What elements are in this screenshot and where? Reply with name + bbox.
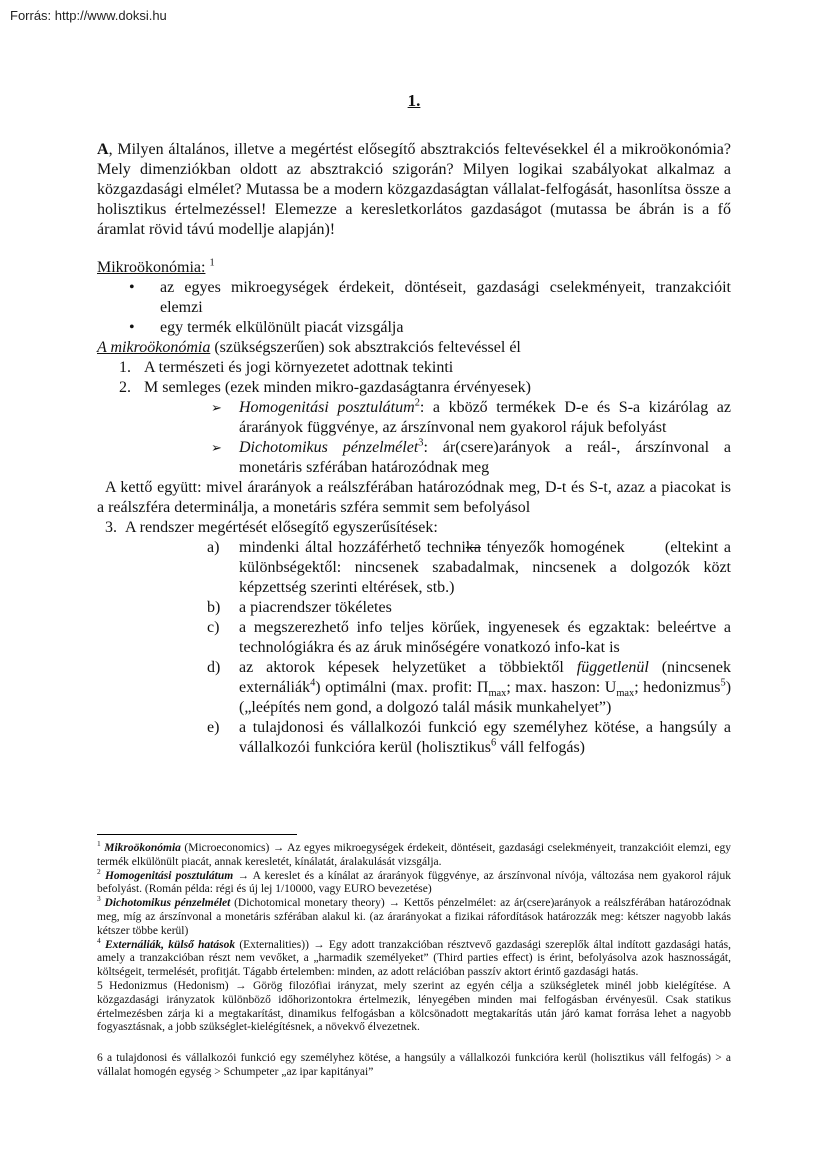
arrow-bullet-icon: ➢ <box>211 440 222 455</box>
bullet-text: egy termék elkülönült piacát vizsgálja <box>160 319 404 336</box>
abstraction-line: A mikroökonómia (szükségszerűen) sok absztrakciós feltevéssel él <box>97 339 521 356</box>
letter-marker: b) <box>207 599 221 616</box>
simplification-text: az aktorok képesek helyzetüket a többiektől függetlenül (nincsenek externáliák$^4$) optimálni (max. profit: $\Pi_{max}$; max. haszon: $U_{max}$; hedonizmus$^5$) („leépítés nem gond, a dolgozó talál másik munkahelyet”) <box>239 659 732 716</box>
number-marker: 1. <box>119 359 131 376</box>
question-paragraph: A, Milyen általános, illetve a megértést elősegítő absztrakciós feltevésekkel él a mikroökonómia? Mely dimenziókban oldott az absztrakció szigorán? Milyen logikai szabályokat alkalmaz a közgazdasági elmélet? Mutassa be a modern közgazdaságtan vállalat-felfogását, hasonlítsa össze a holisztikus értelmezéssel! Elemezze a keresletkorlátos gazdaságot (mutassa be ábrán is a fő áramlat rövid távú modellje alapján)! <box>97 141 731 238</box>
postulate-text: Homogenitási posztulátum$^2$: a kböző termékek D-e és S-a kizárólag az árarányok függvénye, az árszínvonal nem gyakorol rájuk befolyást <box>239 397 731 436</box>
letter-marker: d) <box>207 659 221 676</box>
numbered-text: A természeti és jogi környezetet adottnak tekinti <box>144 359 454 376</box>
footnote-1: $^1$ Mikroökonómia (Microeconomics) → Az egyes mikroegységek érdekeit, döntéseit, gazdasági cselekményeit, tranzakcióit elemzi, egy termék elkülönült piacát, annak keresletét, kínálatát, áralakulását vizsgálja. <box>97 839 731 868</box>
simplification-text: a piacrendszer tökéletes <box>239 599 392 616</box>
numbered-item-3 <box>97 518 731 538</box>
simplification-item-a <box>97 538 731 598</box>
letter-marker: e) <box>207 719 220 736</box>
number-marker: 3. <box>105 519 117 536</box>
bullet-marker: • <box>129 319 135 336</box>
bullet-text: az egyes mikroegységek érdekeit, döntéseit, gazdasági cselekményeit, tranzakcióit elemzi <box>160 279 731 316</box>
page-title: 1. <box>407 91 421 110</box>
footnotes-section <box>97 834 731 1080</box>
together-paragraph: A kettő együtt: mivel árarányok a reálszférában határozódnak meg, D-t és S-t, azaz a piacokat is a reálszféra determinálja, a monetáris szféra semmit sem befolyásol <box>97 479 731 516</box>
arrow-bullet-icon: ➢ <box>211 400 222 415</box>
letter-marker: c) <box>207 619 220 636</box>
bullet-marker: • <box>129 279 135 296</box>
bullet-item <box>97 278 731 318</box>
numbered-item-2 <box>97 378 731 398</box>
footnote-6: 6 a tulajdonosi és vállalkozói funkció egy személyhez kötése, a hangsúly a vállalkozói funkcióra kerül (holisztikus váll felfogás) > a vállalat homogén egység > Schumpeter „az ipar kapitányai” <box>97 1052 731 1078</box>
simplification-text: mindenki által hozzáférhető technika tényezők homogének (eltekint a különbségektől: nincsenek szabadalmak, nincsenek a dolgozók közt képzettség szerinti eltérések, stb.) <box>239 539 732 596</box>
simplification-text: a megszerezhető info teljes körűek, ingyenesek és egzaktak: beleértve a technológiákra és az áruk minőségére vonatkozó info-kat is <box>239 619 731 656</box>
numbered-text: A rendszer megértését elősegítő egyszerűsítések: <box>125 519 438 536</box>
simplification-item-b <box>97 598 731 618</box>
postulate-item-homogeneity <box>97 398 731 438</box>
simplification-item-e <box>97 718 731 758</box>
footnote-3: $^3$ Dichotomikus pénzelmélet (Dichotomical monetary theory) → Kettős pénzelmélet: az ár(csere)arányok a reálszférában határozódnak meg, míg az árszínvonal a monetáris szférában alakul ki. (az árarányokat a fizikai ráfordítások határozzák meg: kétszer nagyobb lakás kétszer többe kerül) <box>97 894 732 937</box>
number-marker: 2. <box>119 379 131 396</box>
footnote-2: $^2$ Homogenitási posztulátum → A kereslet és a kínálat az árarányok függvénye, az árszínvonal nívója, változása nem gyakorol rájuk befolyást. (Román példa: régi és új lej 1/10000, vagy EURO bevezetése) <box>97 866 731 896</box>
bullet-item <box>97 318 731 338</box>
micro-heading: Mikroökonómia: $^1$ <box>97 257 215 276</box>
footnote-5: 5 Hedonizmus (Hedonism) → Görög filozófiai irányzat, mely szerint az egyén célja a szükségletek minél jobb kielégítése. A közgazdasági irányzatok különböző időhorizontokra értelmezik, lényegében minden mai felfogásban érvényesül. Csak statikus értelmezésben zárja ki a megtakarítást, dinamikus felfogásban a kölcsönadott megtakarítás után járó kamat forrása lehet a nagyobb fogyasztásnak, a jobb szükséglet-kielégítésnek, a növekvő élvezetnek. <box>97 979 731 1034</box>
simplification-item-c <box>97 618 731 658</box>
source-header: Forrás: http://www.doksi.hu <box>10 8 167 23</box>
document-content <box>97 0 731 758</box>
letter-marker: a) <box>207 539 220 556</box>
postulate-text: Dichotomikus pénzelmélet$^3$: ár(csere)arányok a reál-, árszínvonal a monetáris szférában határozódnak meg <box>239 437 731 476</box>
postulate-item-dichotomy <box>97 438 731 478</box>
footnote-separator-rule <box>97 834 297 835</box>
numbered-text: M semleges (ezek minden mikro-gazdaságtanra érvényesek) <box>144 379 531 396</box>
simplification-text: a tulajdonosi és vállalkozói funkció egy személyhez kötése, a hangsúly a vállalkozói funkcióra kerül (holisztikus$^6$ váll felfogás) <box>239 719 731 756</box>
numbered-item-1 <box>97 358 731 378</box>
simplification-item-d <box>97 658 731 718</box>
footnote-4: $^4$ Externáliák, külső hatások (Externalities)) → Egy adott tranzakcióban résztvevő gazdasági szereplők által indított gazdasági hatás, amely a tranzakcióban részt nem vevőket, a „harmadik személyeket” (Third parties effect) is érint, befolyásolva azok hasznosságát, költségeit, termelését, profitját. Tágabb értelemben: minden, az adott relációban passzív aktort érintő gazdasági hatás. <box>97 935 731 979</box>
